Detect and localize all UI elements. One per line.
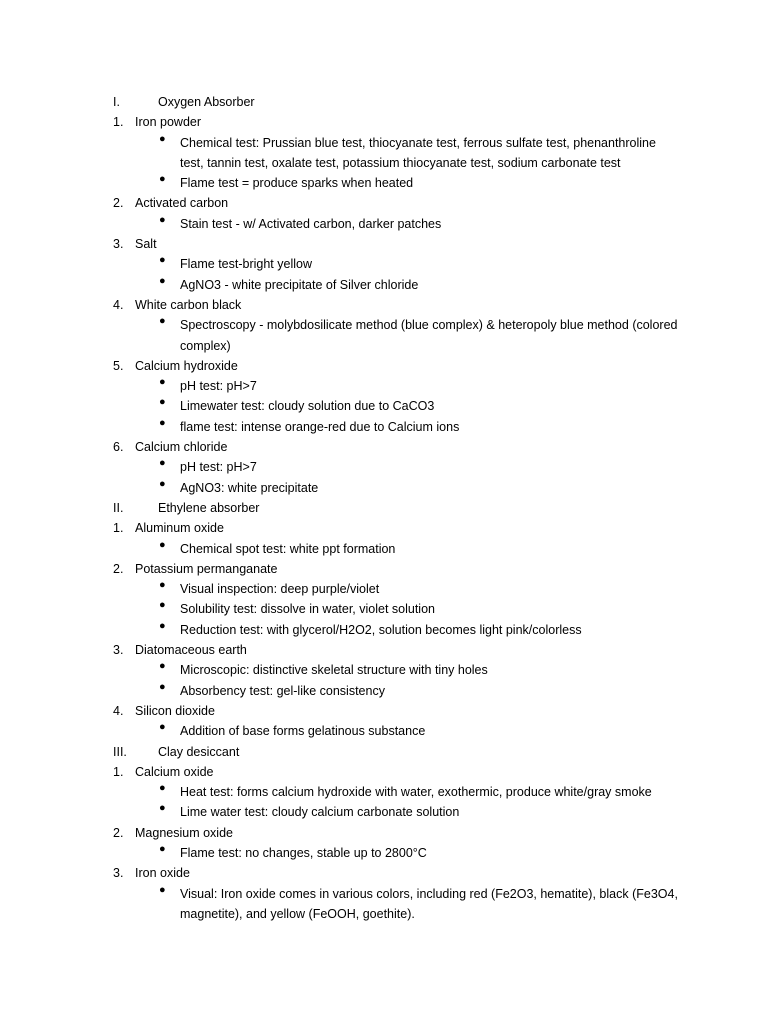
list-item-label: Magnesium oxide [135, 825, 233, 840]
bullet-text: Spectroscopy - molybdosilicate method (blue complex) & heteropoly blue method (colored complex) [180, 318, 678, 353]
list-item-label: Iron powder [135, 115, 202, 130]
list-item-number: 4. [113, 297, 124, 312]
list-item-number: 5. [113, 358, 124, 373]
list-item-number: 1. [113, 521, 124, 536]
bullet-item [113, 275, 713, 295]
list-item [113, 295, 713, 315]
bullet-icon: ● [159, 660, 166, 673]
bullet-text: Addition of base forms gelatinous substance [180, 724, 426, 739]
bullet-text: Stain test - w/ Activated carbon, darker patches [180, 216, 442, 231]
bullet-item [113, 396, 713, 416]
bullet-item [113, 782, 713, 802]
bullet-item [113, 660, 713, 680]
section-title: Oxygen Absorber [158, 95, 255, 109]
bullet-text: pH test: pH>7 [180, 460, 257, 475]
bullet-text: Absorbency test: gel-like consistency [180, 683, 385, 698]
list-item [113, 762, 713, 782]
list-item-label: Calcium hydroxide [135, 358, 238, 373]
list-item [113, 518, 713, 538]
bullet-text: Visual inspection: deep purple/violet [180, 582, 380, 597]
section-title: Ethylene absorber [158, 500, 260, 515]
bullet-item [113, 133, 713, 174]
bullet-icon: ● [159, 579, 166, 592]
bullet-icon: ● [159, 538, 166, 551]
bullet-icon: ● [159, 254, 166, 267]
bullet-icon: ● [159, 842, 166, 855]
list-item-number: 6. [113, 440, 124, 455]
bullet-text: Flame test-bright yellow [180, 257, 312, 272]
bullet-item [113, 802, 713, 822]
list-item [113, 193, 713, 213]
list-item [113, 640, 713, 660]
bullet-text: Chemical spot test: white ppt formation [180, 541, 396, 556]
list-item-label: White carbon black [135, 297, 242, 312]
bullet-item [113, 843, 713, 863]
bullet-item [113, 173, 713, 193]
bullet-icon: ● [159, 883, 166, 896]
bullet-text: Microscopic: distinctive skeletal structure with tiny holes [180, 663, 488, 678]
bullet-text: Chemical test: Prussian blue test, thiocyanate test, ferrous sulfate test, phenanthroline test, tannin test, oxalate test, potassium thiocyanate test, sodium carbonate test [180, 135, 656, 170]
bullet-item [113, 539, 713, 559]
bullet-item [113, 376, 713, 396]
bullet-item [113, 315, 713, 356]
document-content [113, 92, 713, 924]
list-item-label: Aluminum oxide [135, 521, 224, 536]
list-item-label: Activated carbon [135, 196, 229, 211]
list-item-label: Silicon dioxide [135, 703, 215, 718]
bullet-text: Limewater test: cloudy solution due to CaCO3 [180, 399, 435, 414]
list-item [113, 863, 713, 883]
bullet-text: flame test: intense orange-red due to Calcium ions [180, 419, 460, 434]
bullet-icon: ● [159, 680, 166, 693]
list-item [113, 437, 713, 457]
bullet-item [113, 254, 713, 274]
bullet-item [113, 214, 713, 234]
list-item [113, 823, 713, 843]
list-item-label: Iron oxide [135, 866, 190, 881]
bullet-icon: ● [159, 396, 166, 409]
list-item [113, 356, 713, 376]
bullet-icon: ● [159, 173, 166, 186]
list-item-number: 1. [113, 764, 124, 779]
section-roman-numeral: II. [113, 500, 124, 515]
section-title: Clay desiccant [158, 744, 240, 759]
bullet-text: Flame test = produce sparks when heated [180, 176, 414, 191]
bullet-item [113, 681, 713, 701]
list-item-label: Salt [135, 237, 157, 252]
section-roman-numeral: I. [113, 95, 120, 109]
bullet-text: Flame test: no changes, stable up to 2800°C [180, 845, 427, 860]
bullet-item [113, 579, 713, 599]
list-item-number: 1. [113, 115, 124, 130]
bullet-icon: ● [159, 132, 166, 145]
bullet-text: Visual: Iron oxide comes in various colors, including red (Fe2O3, hematite), black (Fe3O4, magnetite), and yellow (FeOOH, goethite). [180, 886, 678, 921]
bullet-item [113, 599, 713, 619]
bullet-text: AgNO3: white precipitate [180, 480, 319, 495]
bullet-icon: ● [159, 619, 166, 632]
list-item-number: 2. [113, 825, 124, 840]
bullet-text: Reduction test: with glycerol/H2O2, solution becomes light pink/colorless [180, 622, 582, 637]
list-item-label: Diatomaceous earth [135, 643, 247, 658]
list-item-number: 4. [113, 703, 124, 718]
bullet-icon: ● [159, 721, 166, 734]
bullet-icon: ● [159, 457, 166, 470]
section-heading [113, 498, 713, 518]
bullet-item [113, 417, 713, 437]
bullet-icon: ● [159, 599, 166, 612]
list-item-number: 3. [113, 643, 124, 658]
bullet-icon: ● [159, 274, 166, 287]
bullet-text: Lime water test: cloudy calcium carbonate solution [180, 805, 460, 820]
section-heading [113, 92, 713, 112]
bullet-icon: ● [159, 802, 166, 815]
bullet-text: Heat test: forms calcium hydroxide with water, exothermic, produce white/gray smoke [180, 785, 652, 800]
bullet-icon: ● [159, 416, 166, 429]
section-roman-numeral: III. [113, 744, 127, 759]
bullet-item [113, 620, 713, 640]
bullet-icon: ● [159, 782, 166, 795]
bullet-text: pH test: pH>7 [180, 379, 257, 394]
bullet-icon: ● [159, 315, 166, 328]
list-item [113, 559, 713, 579]
bullet-icon: ● [159, 213, 166, 226]
bullet-item [113, 457, 713, 477]
list-item-number: 2. [113, 561, 124, 576]
list-item-number: 3. [113, 866, 124, 881]
bullet-item [113, 478, 713, 498]
list-item [113, 234, 713, 254]
list-item-label: Calcium oxide [135, 764, 214, 779]
list-item-label: Calcium chloride [135, 440, 228, 455]
bullet-text: AgNO3 - white precipitate of Silver chloride [180, 277, 419, 292]
section-heading [113, 742, 713, 762]
bullet-item [113, 884, 713, 925]
list-item-number: 3. [113, 237, 124, 252]
list-item-label: Potassium permanganate [135, 561, 278, 576]
bullet-text: Solubility test: dissolve in water, violet solution [180, 602, 435, 617]
list-item [113, 701, 713, 721]
list-item [113, 112, 713, 132]
bullet-icon: ● [159, 477, 166, 490]
bullet-icon: ● [159, 376, 166, 389]
list-item-number: 2. [113, 196, 124, 211]
bullet-item [113, 721, 713, 741]
